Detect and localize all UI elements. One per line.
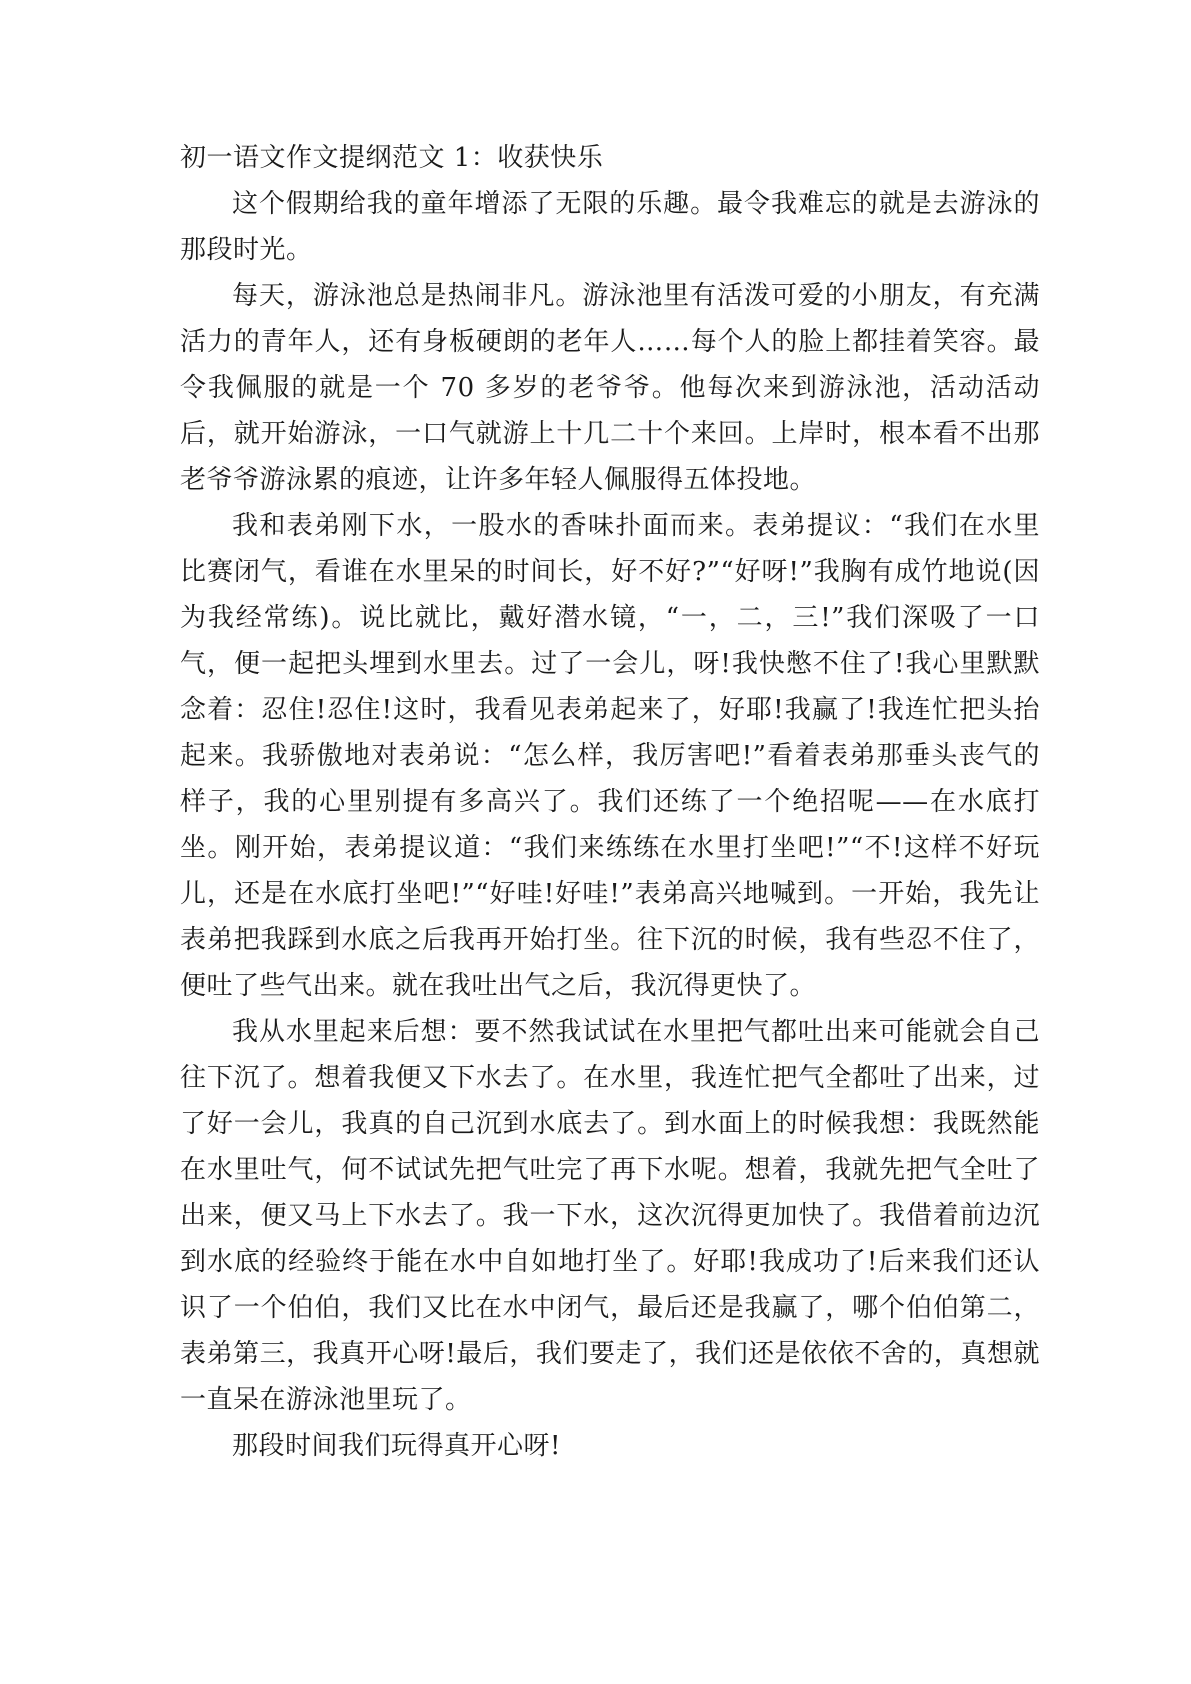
paragraph-4: 我从水里起来后想：要不然我试试在水里把气都吐出来可能就会自己往下沉了。想着我便又下水去了。在水里，我连忙把气全都吐了出来，过了好一会儿，我真的自己沉到水底去了。到水面上的时候我想：我既然能在水里吐气，何不试试先把气吐完了再下水呢。想着，我就先把气全吐了出来，便又马上下水去了。我一下水，这次沉得更加快了。我借着前边沉到水底的经验终于能在水中自如地打坐了。好耶!我成功了!后来我们还认识了一个伯伯，我们又比在水中闭气，最后还是我赢了，哪个伯伯第二，表弟第三，我真开心呀!最后，我们要走了，我们还是依依不舍的，真想就一直呆在游泳池里玩了。 <box>180 1017 1040 1415</box>
paragraph-2: 每天，游泳池总是热闹非凡。游泳池里有活泼可爱的小朋友，有充满活力的青年人，还有身板硬朗的老年人……每个人的脸上都挂着笑容。最令我佩服的就是一个 70 多岁的老爷爷。他每次来到游泳池，活动活动后，就开始游泳，一口气就游上十几二十个来回。上岸时，根本看不出那老爷爷游泳累的痕迹，让许多年轻人佩服得五体投地。 <box>180 281 1040 495</box>
paragraph-1: 这个假期给我的童年增添了无限的乐趣。最令我难忘的就是去游泳的那段时光。 <box>180 189 1040 265</box>
document-body <box>180 135 1040 1469</box>
paragraph-3: 我和表弟刚下水，一股水的香味扑面而来。表弟提议：“我们在水里比赛闭气，看谁在水里呆的时间长，好不好?”“好呀!”我胸有成竹地说(因为我经常练)。说比就比，戴好潜水镜，“一，二，三!”我们深吸了一口气，便一起把头埋到水里去。过了一会儿，呀!我快憋不住了!我心里默默念着：忍住!忍住!这时，我看见表弟起来了，好耶!我赢了!我连忙把头抬起来。我骄傲地对表弟说：“怎么样，我厉害吧!”看着表弟那垂头丧气的样子，我的心里别提有多高兴了。我们还练了一个绝招呢——在水底打坐。刚开始，表弟提议道：“我们来练练在水里打坐吧!”“不!这样不好玩儿，还是在水底打坐吧!”“好哇!好哇!”表弟高兴地喊到。一开始，我先让表弟把我踩到水底之后我再开始打坐。往下沉的时候，我有些忍不住了，便吐了些气出来。就在我吐出气之后，我沉得更快了。 <box>180 511 1040 1001</box>
essay-title: 初一语文作文提纲范文 1：收获快乐 <box>180 143 604 173</box>
paragraph-5: 那段时间我们玩得真开心呀! <box>232 1431 561 1461</box>
